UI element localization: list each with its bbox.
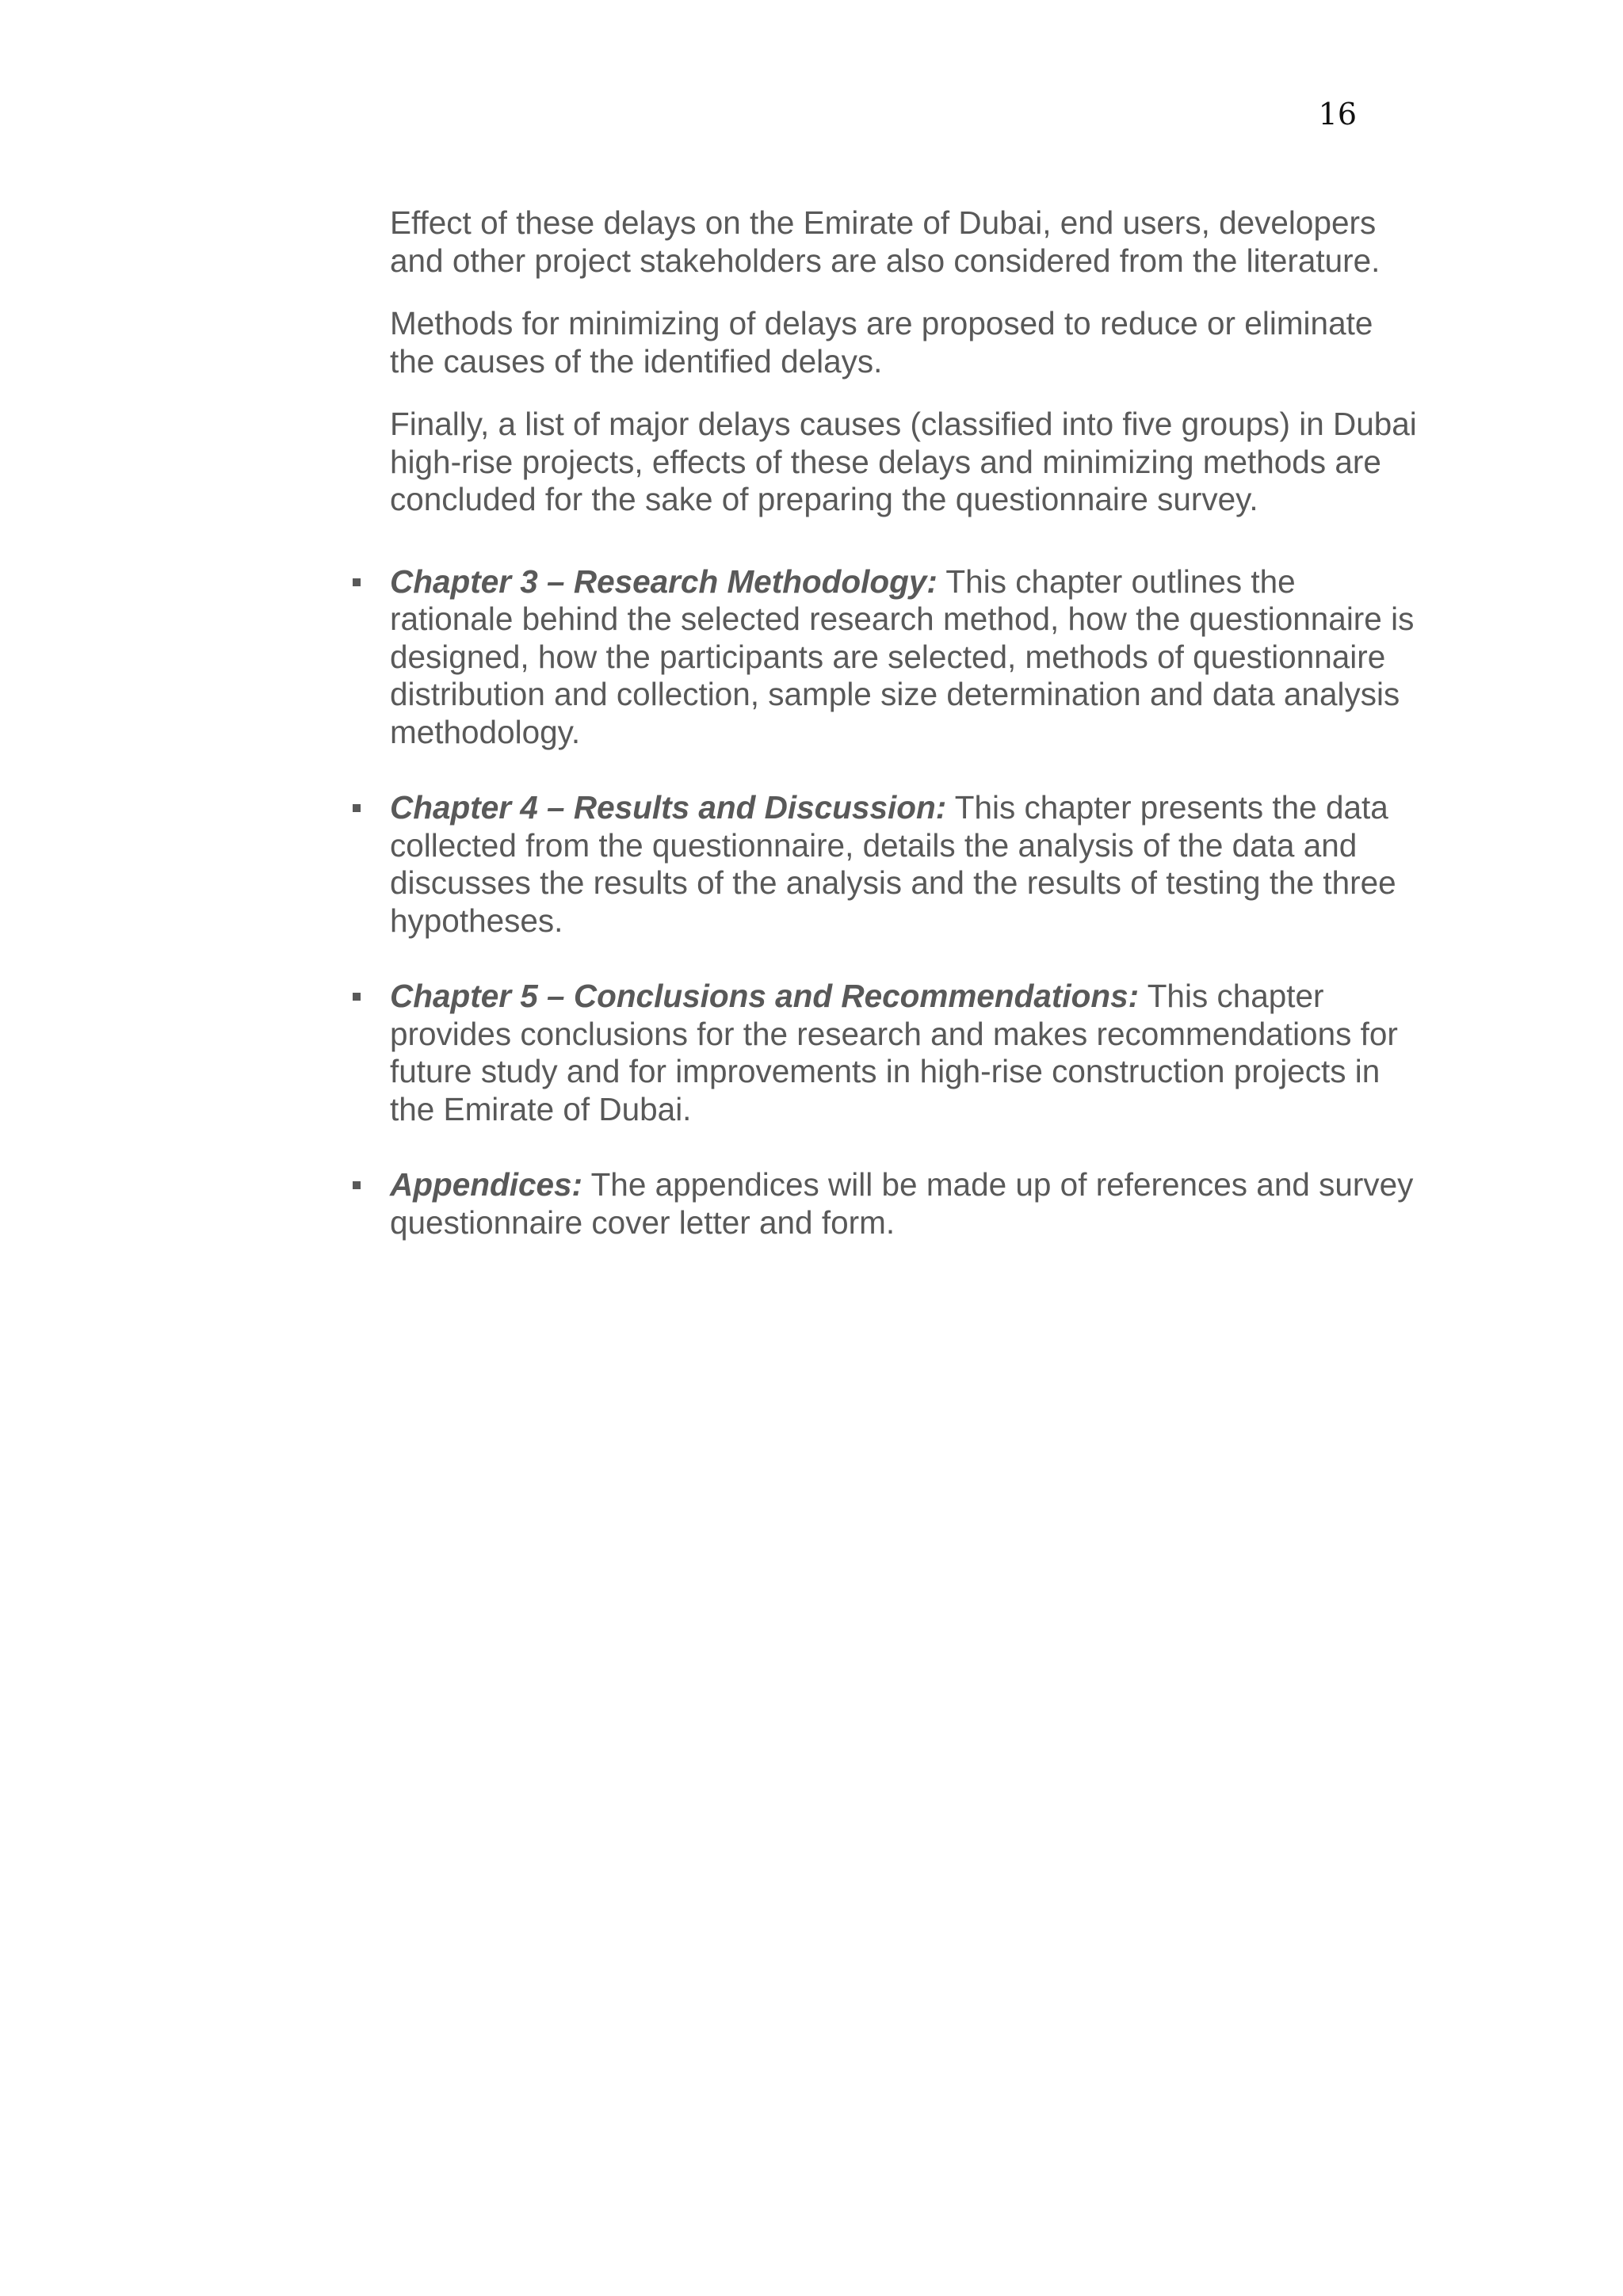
list-item-appendices [390,1166,1420,1241]
page-body [390,204,1420,1280]
page-number: 16 [1318,97,1357,132]
list-item-chapter-5 [390,978,1420,1128]
bullet-text: This chapter outlines the rationale behind the selected research method, how the questionnaire is designed, how the participants are selected, methods of questionnaire distribution and collection, sample size determination and data analysis methodology. [390,563,1415,750]
bullet-text: This chapter provides conclusions for the research and makes recommendations for future study and for improvements in high-rise construction projects in the Emirate of Dubai. [390,978,1398,1127]
square-bullet-icon [353,1181,361,1189]
paragraph-minimizing-methods: Methods for minimizing of delays are proposed to reduce or eliminate the causes of the identified delays. [390,305,1373,379]
bullet-title: Chapter 4 – Results and Discussion: [390,789,947,826]
bullet-title: Chapter 3 – Research Methodology: [390,563,938,600]
chapter-list [390,563,1420,1242]
square-bullet-icon [353,578,361,586]
list-item-chapter-3 [390,563,1420,752]
bullet-title: Chapter 5 – Conclusions and Recommendations: [390,978,1140,1014]
bullet-text: The appendices will be made up of references and survey questionnaire cover letter and form. [390,1166,1414,1241]
paragraph-delay-effects: Effect of these delays on the Emirate of Dubai, end users, developers and other project stakeholders are also considered from the literature. [390,204,1381,279]
bullet-text: This chapter presents the data collected from the questionnaire, details the analysis of the data and discusses the results of the analysis and the results of testing the three hypotheses. [390,789,1396,939]
square-bullet-icon [353,993,361,1001]
square-bullet-icon [353,804,361,812]
bullet-title: Appendices: [390,1166,583,1203]
list-item-chapter-4 [390,789,1420,940]
paragraph-delay-summary: Finally, a list of major delays causes (classified into five groups) in Dubai high-rise projects, effects of these delays and minimizing methods are concluded for the sake of preparing the questionnaire survey. [390,406,1417,517]
